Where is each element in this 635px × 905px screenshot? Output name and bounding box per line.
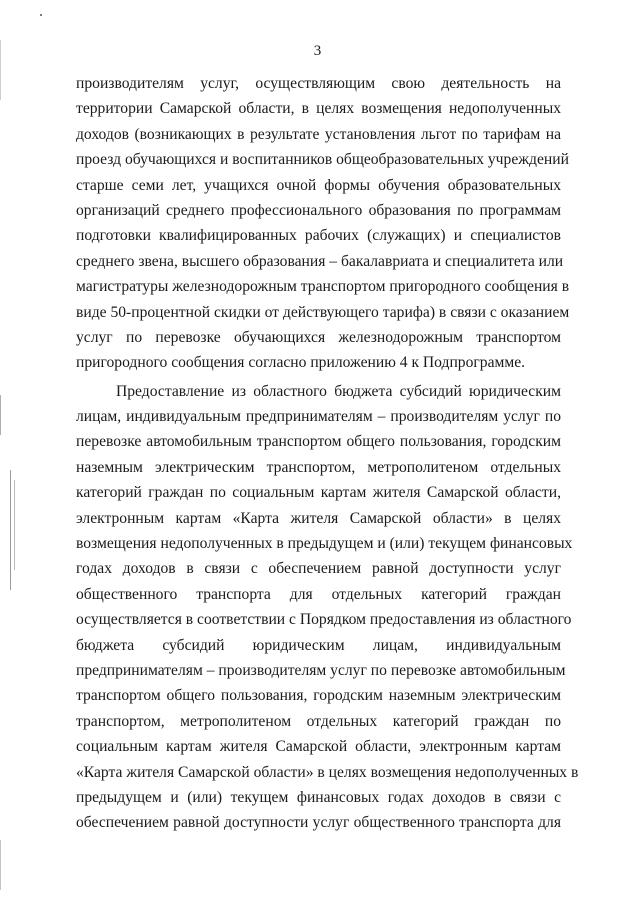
scan-artifact-dot xyxy=(40,14,42,16)
text-line: старше семи лет, учащихся очной формы обучения образовательных xyxy=(76,176,561,194)
text-line: предпринимателям – производителям услуг по перевозке автомобильным xyxy=(76,661,566,679)
text-line: предыдущем и (или) текущем финансовых годах доходов в связи с xyxy=(76,788,561,806)
text-line: услуг по перевозке обучающихся железнодорожным транспортом xyxy=(76,328,561,346)
text-line: пригородного сообщения согласно приложению 4 к Подпрограмме. xyxy=(76,354,526,372)
paragraph xyxy=(76,71,570,376)
text-line: среднего звена, высшего образования – бакалавриата и специалитета или xyxy=(76,252,564,270)
scan-artifact-speck xyxy=(10,470,11,590)
text-line: категорий граждан по социальным картам жителя Самарской области, xyxy=(76,484,561,502)
text-line: обеспечением равной доступности услуг общественного транспорта для xyxy=(76,814,561,832)
document-body xyxy=(76,71,579,836)
text-line: годах доходов в связи с обеспечением равной доступности услуг xyxy=(76,560,561,578)
text-line: транспортом, метрополитеном отдельных категорий граждан по xyxy=(76,712,561,730)
scan-artifact-edge xyxy=(0,840,1,890)
text-line: Предоставление из областного бюджета субсидий юридическим xyxy=(116,382,561,400)
text-line: транспортом общего пользования, городским наземным электрическим xyxy=(76,687,561,705)
paragraph xyxy=(76,379,579,836)
text-line: перевозке автомобильным транспортом общего пользования, городским xyxy=(76,433,561,451)
text-line: «Карта жителя Самарской области» в целях возмещения недополученных в xyxy=(76,763,579,781)
text-line: осуществляется в соответствии с Порядком предоставления из областного xyxy=(76,611,572,629)
text-line: возмещения недополученных в предыдущем и (или) текущем финансовых xyxy=(76,535,573,553)
scan-artifact-speck xyxy=(14,480,15,570)
text-line: общественного транспорта для отдельных категорий граждан xyxy=(76,585,561,603)
text-line: территории Самарской области, в целях возмещения недополученных xyxy=(76,100,561,118)
scan-artifact-edge xyxy=(0,395,1,435)
text-line: электронным картам «Карта жителя Самарской области» в целях xyxy=(76,509,561,527)
text-line: подготовки квалифицированных рабочих (служащих) и специалистов xyxy=(76,227,561,245)
page-number: 3 xyxy=(313,43,322,59)
text-line: проезд обучающихся и воспитанников общеобразовательных учреждений xyxy=(76,151,569,169)
text-line: организаций среднего профессионального образования по программам xyxy=(76,201,561,219)
text-line: наземным электрическим транспортом, метрополитеном отдельных xyxy=(76,458,561,476)
text-line: бюджета субсидий юридическим лицам, индивидуальным xyxy=(76,636,561,654)
text-line: виде 50-процентной скидки от действующего тарифа) в связи с оказанием xyxy=(76,303,570,321)
text-line: лицам, индивидуальным предпринимателям – производителям услуг по xyxy=(76,408,561,426)
text-line: доходов (возникающих в результате установления льгот по тарифам на xyxy=(76,125,561,143)
text-line: производителям услуг, осуществляющим свою деятельность на xyxy=(76,75,561,92)
text-line: социальным картам жителя Самарской области, электронным картам xyxy=(76,738,561,756)
text-line: магистратуры железнодорожным транспортом пригородного сообщения в xyxy=(76,278,570,296)
